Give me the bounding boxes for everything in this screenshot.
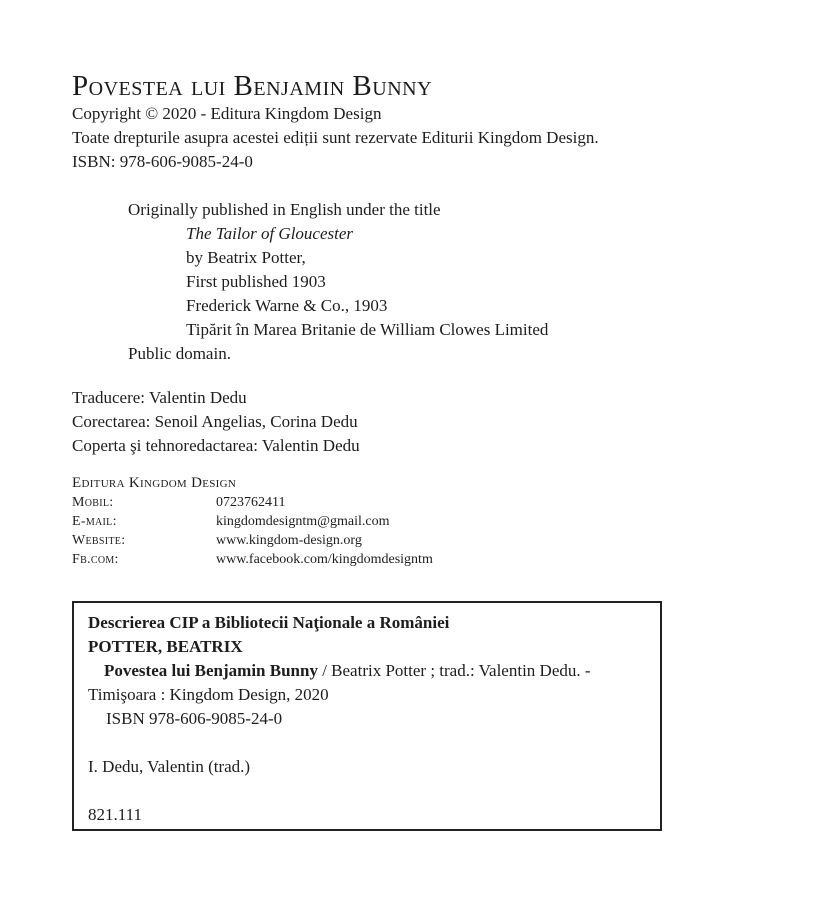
cip-title-line xyxy=(88,659,591,683)
contact-row-mobile xyxy=(72,493,433,512)
license-note: Public domain. xyxy=(128,344,231,363)
publisher-name: Editura Kingdom Design xyxy=(72,475,237,491)
proofreading-credit: Corectarea: Senoil Angelias, Corina Dedu xyxy=(72,412,358,431)
original-title: The Tailor of Gloucester xyxy=(186,224,354,243)
cip-book-title: Povestea lui Benjamin Bunny xyxy=(104,661,318,680)
cip-spacer xyxy=(88,779,591,803)
copyright-line: Copyright © 2020 - Editura Kingdom Design xyxy=(72,104,382,123)
cip-spacer xyxy=(88,731,591,755)
contact-label: E-mail: xyxy=(72,514,117,529)
rights-reserved-line: Toate drepturile asupra acestei ediții sunt rezervate Editurii Kingdom Design. xyxy=(72,128,599,147)
cip-heading: Descrierea CIP a Bibliotecii Naţionale a României xyxy=(88,613,450,632)
contact-row-email xyxy=(72,512,433,531)
cip-description-box xyxy=(72,601,662,831)
cip-content xyxy=(88,611,591,827)
copyright-block xyxy=(72,102,599,174)
contact-label: Fb.com: xyxy=(72,552,119,567)
isbn-line: ISBN: 978-606-9085-24-0 xyxy=(72,152,253,171)
contact-row-facebook xyxy=(72,550,433,569)
cip-imprint: Timişoara : Kingdom Design, 2020 xyxy=(88,685,329,704)
publisher-contact-block xyxy=(72,474,433,569)
contact-row-website xyxy=(72,531,433,550)
cip-added-entry: I. Dedu, Valentin (trad.) xyxy=(88,757,251,776)
cip-statement: / Beatrix Potter ; trad.: Valentin Dedu. - xyxy=(317,661,591,680)
contact-value-phone: 0723762411 xyxy=(216,495,286,510)
cip-author-heading: POTTER, BEATRIX xyxy=(88,637,243,656)
translation-credit: Traducere: Valentin Dedu xyxy=(72,388,247,407)
contact-label: Mobil: xyxy=(72,495,114,510)
contact-label: Website: xyxy=(72,533,126,548)
contact-value-facebook[interactable]: www.facebook.com/kingdomdesigntm xyxy=(216,552,433,567)
original-publication-block xyxy=(128,198,548,366)
original-author: by Beatrix Potter, xyxy=(186,248,306,267)
original-publisher: Frederick Warne & Co., 1903 xyxy=(186,296,388,315)
original-printer: Tipărit în Marea Britanie de William Clowes Limited xyxy=(186,320,549,339)
first-published: First published 1903 xyxy=(186,272,326,291)
cip-classification: 821.111 xyxy=(88,805,142,824)
original-intro: Originally published in English under the title xyxy=(128,200,441,219)
credits-block xyxy=(72,386,360,458)
book-title: Povestea lui Benjamin Bunny xyxy=(72,70,433,102)
contact-value-email[interactable]: kingdomdesigntm@gmail.com xyxy=(216,514,390,529)
cip-isbn: ISBN 978-606-9085-24-0 xyxy=(106,709,283,728)
contact-value-website[interactable]: www.kingdom-design.org xyxy=(216,533,362,548)
cover-credit: Coperta şi tehnoredactarea: Valentin Dedu xyxy=(72,436,360,455)
